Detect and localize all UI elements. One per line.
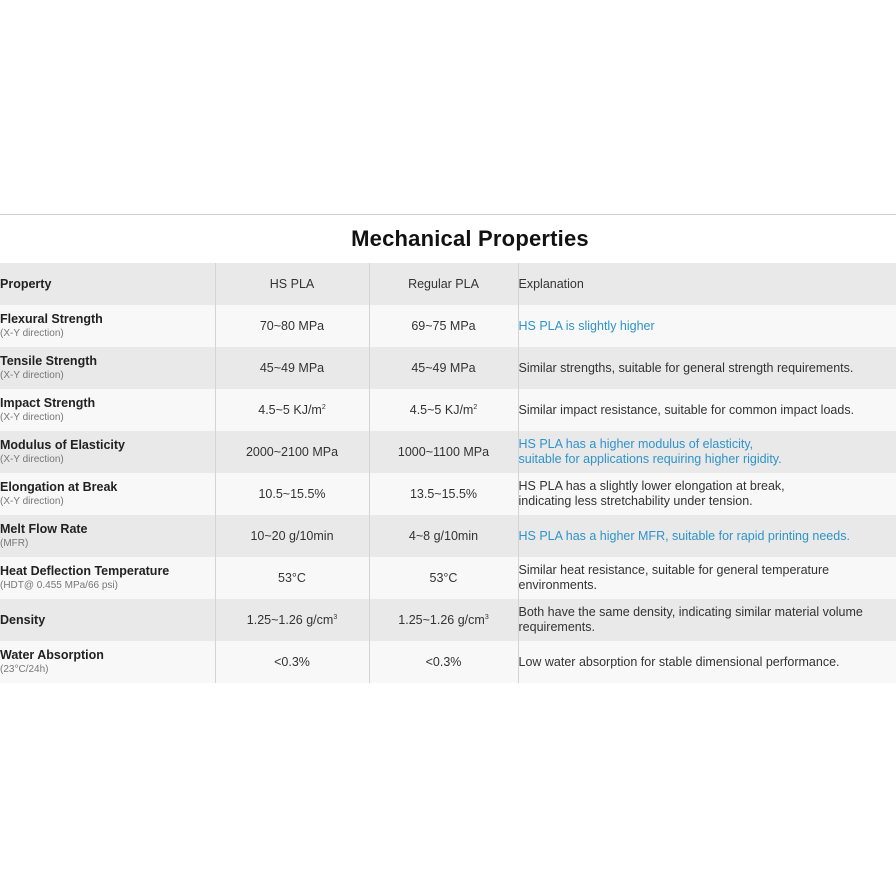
property-condition: (X-Y direction) <box>0 370 64 381</box>
hs-pla-value: 2000~2100 MPa <box>215 431 369 473</box>
property-cell <box>0 473 215 515</box>
hs-pla-value: 10~20 g/10min <box>215 515 369 557</box>
explanation-cell: HS PLA is slightly higher <box>518 318 655 333</box>
hs-pla-value: 45~49 MPa <box>215 347 369 389</box>
explanation-cell: HS PLA has a higher modulus of elasticity, suitable for applications requiring higher rigidity. <box>518 437 782 466</box>
property-name: Modulus of Elasticity <box>0 438 126 452</box>
table-row <box>0 557 896 599</box>
regular-pla-value: 1000~1100 MPa <box>369 431 518 473</box>
property-name: Elongation at Break <box>0 480 118 494</box>
property-cell <box>0 641 215 683</box>
property-name: Density <box>0 612 46 627</box>
property-name: Melt Flow Rate <box>0 522 88 536</box>
property-cell <box>0 557 215 599</box>
table-row <box>0 347 896 389</box>
explanation-cell: HS PLA has a slightly lower elongation at break, indicating less stretchability under tension. <box>518 479 785 508</box>
explanation-cell: Both have the same density, indicating similar material volume requirements. <box>518 605 863 634</box>
hs-pla-value: 53°C <box>215 557 369 599</box>
property-condition: (HDT@ 0.455 MPa/66 psi) <box>0 580 118 591</box>
table-row <box>0 473 896 515</box>
property-cell <box>0 347 215 389</box>
explanation-cell: Similar impact resistance, suitable for common impact loads. <box>518 402 855 417</box>
property-condition: (X-Y direction) <box>0 328 64 339</box>
hs-pla-value: 70~80 MPa <box>215 305 369 347</box>
explanation-cell: Similar heat resistance, suitable for general temperature environments. <box>518 563 830 592</box>
property-name: Heat Deflection Temperature <box>0 564 170 578</box>
property-cell <box>0 389 215 431</box>
regular-pla-value: 1.25~1.26 $g/cm^3$ <box>369 599 518 641</box>
property-name: Impact Strength <box>0 396 96 410</box>
property-condition: (X-Y direction) <box>0 412 64 423</box>
hs-pla-value: 1.25~1.26 $g/cm^3$ <box>215 599 369 641</box>
table-row <box>0 431 896 473</box>
regular-pla-value: <0.3% <box>369 641 518 683</box>
hs-pla-value: 4.5~5 $KJ/m^2$ <box>215 389 369 431</box>
regular-pla-value: 53°C <box>369 557 518 599</box>
regular-pla-value: 4.5~5 $KJ/m^2$ <box>369 389 518 431</box>
hs-pla-value: 10.5~15.5% <box>215 473 369 515</box>
page-title: Mechanical Properties <box>351 225 589 251</box>
hs-pla-value: <0.3% <box>215 641 369 683</box>
property-cell <box>0 305 215 347</box>
explanation-cell: Low water absorption for stable dimensional performance. <box>518 654 840 669</box>
property-name: Water Absorption <box>0 648 104 662</box>
header-hs-pla: HS PLA <box>215 263 369 305</box>
header-explanation: Explanation <box>518 277 584 291</box>
property-condition: (X-Y direction) <box>0 454 64 465</box>
regular-pla-value: 13.5~15.5% <box>369 473 518 515</box>
property-condition: (23°C/24h) <box>0 664 49 675</box>
property-cell <box>0 515 215 557</box>
property-name: Tensile Strength <box>0 354 98 368</box>
table-row <box>0 389 896 431</box>
table-row <box>0 515 896 557</box>
property-cell <box>0 431 215 473</box>
table-header-row <box>0 263 896 305</box>
property-cell <box>0 599 215 641</box>
property-condition: (X-Y direction) <box>0 496 64 507</box>
explanation-cell: Similar strengths, suitable for general strength requirements. <box>518 360 854 375</box>
regular-pla-value: 45~49 MPa <box>369 347 518 389</box>
table-row <box>0 305 896 347</box>
property-condition: (MFR) <box>0 538 29 549</box>
regular-pla-value: 4~8 g/10min <box>369 515 518 557</box>
explanation-cell: HS PLA has a higher MFR, suitable for rapid printing needs. <box>518 528 850 543</box>
table-row <box>0 641 896 683</box>
property-name: Flexural Strength <box>0 312 103 326</box>
header-property: Property <box>0 263 215 305</box>
properties-table <box>0 263 896 683</box>
table-row <box>0 599 896 641</box>
header-regular-pla: Regular PLA <box>369 263 518 305</box>
regular-pla-value: 69~75 MPa <box>369 305 518 347</box>
